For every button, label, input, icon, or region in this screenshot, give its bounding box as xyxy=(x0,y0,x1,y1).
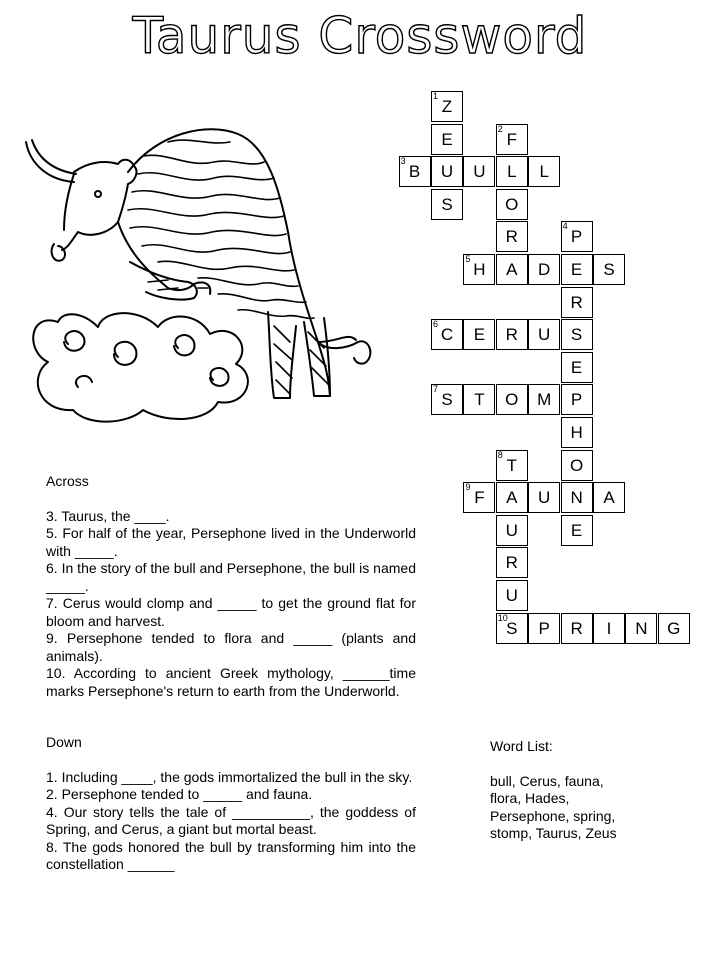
cell-letter: S xyxy=(441,194,453,214)
cell-letter: U xyxy=(538,488,551,508)
crossword-cell xyxy=(528,613,560,644)
crossword-cell xyxy=(528,482,560,513)
cell-letter: R xyxy=(570,292,583,312)
cell-letter: L xyxy=(507,162,517,182)
clue-number: 9 xyxy=(465,482,471,493)
across-heading: Across xyxy=(46,473,89,489)
clue-number: 1 xyxy=(433,91,439,101)
clue-number: 5 xyxy=(465,254,471,264)
cell-letter: R xyxy=(505,227,518,247)
crossword-cell xyxy=(658,613,690,644)
crossword-cell xyxy=(496,613,528,644)
cell-letter: E xyxy=(570,520,583,540)
crossword-cell xyxy=(561,482,593,513)
word-list-line: stomp, Taurus, Zeus xyxy=(490,825,617,841)
cell-letter: H xyxy=(570,423,583,442)
crossword-cell xyxy=(496,515,528,546)
word-list xyxy=(490,738,660,843)
crossword-cell xyxy=(399,156,431,187)
cell-letter: E xyxy=(441,129,453,149)
crossword-cell xyxy=(496,482,528,513)
cell-letter: M xyxy=(537,390,552,410)
crossword-cell xyxy=(496,319,528,350)
cell-letter: A xyxy=(506,260,518,279)
crossword-cell xyxy=(593,254,625,285)
crossword-cell xyxy=(463,156,495,187)
crossword-cell xyxy=(496,547,528,578)
across-clue: 5. For half of the year, Persephone lived in the Underworld with _____. xyxy=(46,525,416,559)
crossword-cell xyxy=(463,319,495,350)
crossword-cell xyxy=(431,156,463,187)
crossword-cell xyxy=(561,613,593,644)
crossword-cell xyxy=(496,384,528,415)
crossword-cell xyxy=(463,254,495,285)
crossword-cell xyxy=(431,91,463,122)
across-clue: 10. According to ancient Greek mythology, ______time marks Persephone's return to earth from the Underworld. xyxy=(46,665,416,699)
cell-letter: R xyxy=(505,325,518,345)
cell-letter: E xyxy=(570,357,583,377)
cell-letter: S xyxy=(506,618,518,638)
cell-letter: C xyxy=(440,325,454,345)
crossword-cell xyxy=(528,384,560,415)
crossword-cell xyxy=(496,124,528,155)
cell-letter: N xyxy=(570,488,583,508)
clue-number: 7 xyxy=(433,384,439,395)
across-clue: 7. Cerus would clomp and _____ to get the ground flat for bloom and harvest. xyxy=(46,595,416,629)
crossword-cell xyxy=(561,450,593,481)
cell-letter: N xyxy=(635,618,648,638)
cell-letter: E xyxy=(570,260,583,279)
clue-number: 4 xyxy=(562,221,568,232)
crossword-cell xyxy=(431,124,463,155)
clue-number: 8 xyxy=(497,449,503,460)
down-clue: 4. Our story tells the tale of __________, the goddess of Spring, and Cerus, a giant but mortal beast. xyxy=(46,803,416,837)
crossword-cell xyxy=(593,613,625,644)
cell-letter: U xyxy=(505,586,518,605)
cell-letter: Z xyxy=(441,97,453,116)
clue-number: 2 xyxy=(497,123,503,134)
cell-letter: A xyxy=(603,488,615,508)
cell-letter: U xyxy=(505,520,518,540)
crossword-cell xyxy=(463,384,495,415)
cell-letter: T xyxy=(474,390,485,410)
crossword-cell xyxy=(561,254,593,285)
crossword-cell xyxy=(431,384,463,415)
cell-letter: P xyxy=(570,390,583,410)
crossword-cell xyxy=(431,189,463,220)
cell-letter: E xyxy=(473,325,486,345)
crossword-cell xyxy=(496,450,528,481)
word-list-line: bull, Cerus, fauna, xyxy=(490,772,604,789)
crossword-cell xyxy=(431,319,463,350)
cell-letter: S xyxy=(603,260,615,279)
crossword-cell xyxy=(528,254,560,285)
crossword-cell xyxy=(463,482,495,513)
cell-letter: G xyxy=(667,618,681,638)
cell-letter: F xyxy=(506,129,517,149)
page-title: Taurus Crossword xyxy=(132,7,588,65)
word-list-line: Persephone, spring, xyxy=(490,807,616,824)
crossword-cell xyxy=(528,156,560,187)
cell-letter: B xyxy=(408,162,421,182)
clue-number: 10 xyxy=(497,612,508,623)
clue-number: 6 xyxy=(433,319,439,330)
crossword-cell xyxy=(561,319,593,350)
cell-letter: D xyxy=(538,260,551,279)
cell-letter: T xyxy=(506,455,517,475)
down-clue: 8. The gods honored the bull by transforming him into the constellation ______ xyxy=(46,838,416,872)
cell-letter: O xyxy=(569,455,584,475)
down-clues xyxy=(46,734,416,874)
cell-letter: S xyxy=(570,325,583,345)
across-clue: 9. Persephone tended to flora and _____ (plants and animals). xyxy=(46,630,416,664)
cell-letter: L xyxy=(539,162,549,182)
cell-letter: O xyxy=(505,194,519,214)
crossword-cell xyxy=(561,515,593,546)
cell-letter: U xyxy=(538,325,551,345)
down-clue: 1. Including ____, the gods immortalized the bull in the sky. xyxy=(46,768,413,785)
crossword-cell xyxy=(561,352,593,383)
cell-letter: F xyxy=(474,488,485,508)
clue-number: 3 xyxy=(400,156,406,167)
cell-letter: P xyxy=(570,227,583,247)
cell-letter: S xyxy=(441,390,453,410)
word-list-heading: Word List: xyxy=(490,738,553,754)
across-clue: 3. Taurus, the ____. xyxy=(46,507,170,524)
crossword-cell xyxy=(496,189,528,220)
cell-letter: O xyxy=(505,390,519,410)
cell-letter: U xyxy=(440,162,454,182)
crossword-cell xyxy=(496,221,528,252)
crossword-cell xyxy=(561,221,593,252)
cell-letter: H xyxy=(473,260,486,279)
down-heading: Down xyxy=(46,734,82,750)
crossword-cell xyxy=(593,482,625,513)
cell-letter: U xyxy=(473,162,486,182)
cell-letter: I xyxy=(606,618,612,638)
down-clue: 2. Persephone tended to _____ and fauna. xyxy=(46,786,313,802)
crossword-cell xyxy=(625,613,657,644)
crossword-cell xyxy=(496,156,528,187)
crossword-cell xyxy=(561,384,593,415)
cell-letter: R xyxy=(570,618,583,638)
cell-letter: R xyxy=(505,553,518,573)
crossword-cell xyxy=(496,580,528,611)
word-list-line: flora, Hades, xyxy=(490,790,570,806)
cell-letter: A xyxy=(506,488,518,508)
crossword-cell xyxy=(528,319,560,350)
cell-letter: P xyxy=(538,618,550,638)
crossword-cell xyxy=(496,254,528,285)
across-clue: 6. In the story of the bull and Persephone, the bull is named _____. xyxy=(46,560,416,594)
crossword-cell xyxy=(561,287,593,318)
crossword-cell xyxy=(561,417,593,448)
across-clues xyxy=(46,473,416,700)
